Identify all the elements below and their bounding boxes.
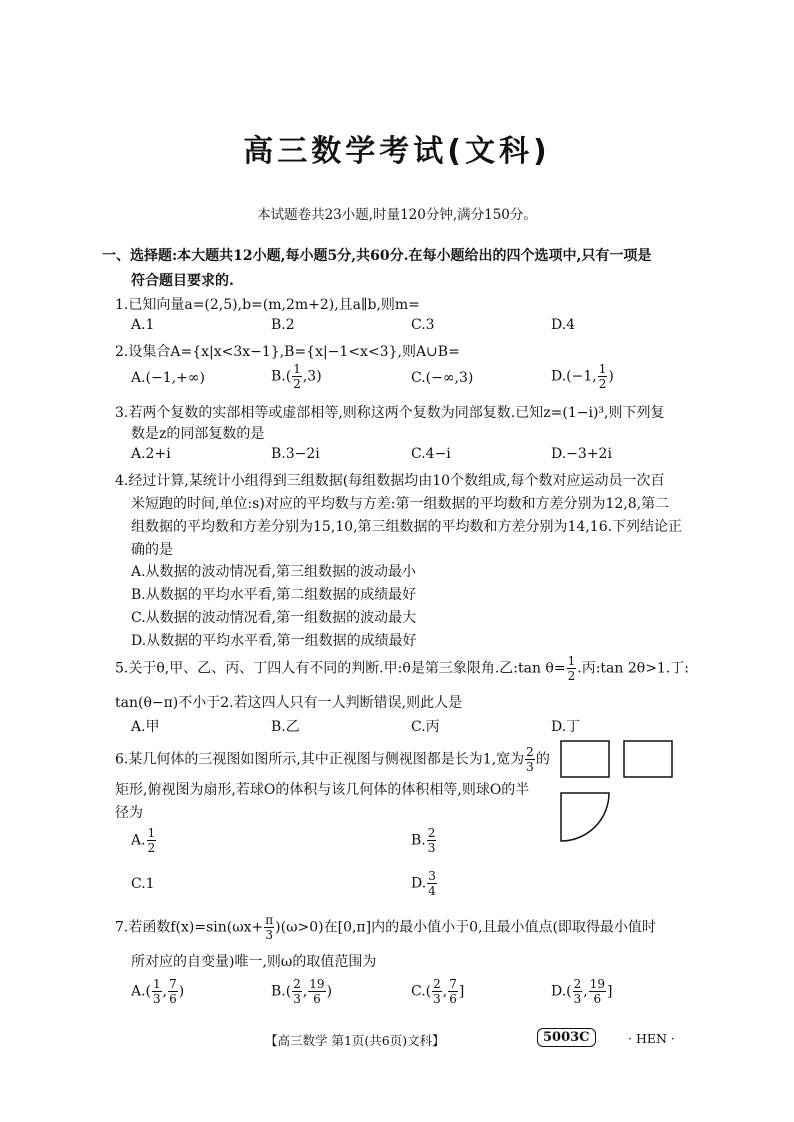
fraction: [292, 978, 302, 1005]
q3-stem-line1: 3.若两个复数的实部相等或虚部相等,则称这两个复数为同部复数.已知z=(1−i)³,则下列复: [115, 405, 665, 421]
q4-stem-line2: 米短跑的时间,单位:s)对应的平均数与方差:第一组数据的平均数和方差分别为12,8,第二: [131, 496, 670, 512]
q6-option-b: [411, 827, 437, 854]
numerator: 1: [598, 362, 607, 376]
numerator: 1: [293, 362, 301, 376]
q2-option-c: C.(−∞,3): [411, 370, 474, 386]
numerator: 19: [589, 977, 606, 991]
fraction: [152, 978, 162, 1005]
q7-c-pre: C.(: [411, 983, 432, 1000]
q4-stem-line4: 确的是: [131, 542, 173, 558]
denominator: 3: [427, 841, 436, 855]
q5-option-c: C.丙: [411, 719, 440, 735]
q3-option-a: A.2+i: [131, 446, 171, 462]
denominator: 6: [313, 992, 321, 1006]
fraction: [292, 363, 302, 390]
fraction: [598, 363, 608, 390]
q4-option-d: D.从数据的平均水平看,第一组数据的成绩最好: [131, 633, 417, 649]
q5-line1-post: .丙:tan 2θ>1.丁:: [577, 660, 689, 677]
q7-option-a: [131, 978, 184, 1005]
q6-stem-line2: 矩形,俯视图为扇形,若球O的体积与该几何体的体积相等,则球O的半: [115, 782, 530, 798]
fraction: [308, 978, 325, 1005]
denominator: 2: [147, 841, 156, 855]
numerator: 2: [433, 977, 441, 991]
denominator: 3: [526, 760, 534, 774]
q2-b-pre: B.(: [271, 368, 292, 385]
q6-line1-post: 的: [535, 751, 550, 768]
denominator: 6: [593, 992, 602, 1006]
q7-b-pre: B.(: [271, 983, 292, 1000]
numerator: 19: [309, 977, 325, 991]
q6-stem-line3: 径为: [115, 805, 143, 821]
q2-option-d: [551, 363, 614, 390]
comma: ,: [583, 983, 588, 1000]
front-view-rectangle: [561, 741, 609, 777]
q3-option-b: B.3−2i: [271, 446, 320, 462]
side-view-rectangle: [624, 741, 672, 777]
q7-option-c: [411, 978, 464, 1005]
numerator: 1: [567, 654, 576, 668]
q2-d-post: ): [608, 368, 614, 385]
q6-d-pre: D.: [411, 875, 427, 892]
denominator: 3: [153, 992, 161, 1006]
q5-option-d: D.丁: [551, 719, 581, 735]
fraction: [427, 870, 437, 897]
comma: ,: [442, 983, 448, 1000]
fraction: [168, 978, 178, 1005]
q3-option-d: D.−3+2i: [551, 446, 612, 462]
exam-code-badge: 5003C: [537, 1028, 596, 1047]
q1-option-a: A.1: [131, 317, 155, 333]
q7-stem-line2: 所对应的自变量)唯一,则ω的取值范围为: [131, 954, 377, 970]
q1-option-d: D.4: [551, 317, 576, 333]
q4-stem-line3: 组数据的平均数和方差分别为15,10,第三组数据的平均数和方差分别为14,16.下列结论正: [131, 519, 683, 535]
fraction: [573, 978, 583, 1005]
q2-stem: 2.设集合A={x|x<3x−1},B={x|−1<x<3},则A∪B=: [115, 344, 460, 360]
q7-option-b: [271, 978, 332, 1005]
section1-heading: 一、选择题:本大题共12小题,每小题5分,共60分.在每小题给出的四个选项中,只有一项是: [102, 248, 652, 264]
q7-line1-post: )(ω>0)在[0,π]内的最小值小于0,且最小值点(即取得最小值时: [275, 919, 656, 936]
exam-intro: 本试题卷共23小题,时量120分钟,满分150分。: [257, 207, 537, 223]
q5-line1-pre: 5.关于θ,甲、乙、丙、丁四人有不同的判断.甲:θ是第三象限角.乙:tan θ=: [115, 660, 566, 677]
q7-stem-line1: [115, 914, 656, 941]
page-footer: 【高三数学 第1页(共6页)文科】: [265, 1033, 445, 1048]
numerator: 7: [449, 977, 457, 991]
q7-a-post: ): [178, 983, 185, 1000]
q3-stem-line2: 数是z的同部复数的是: [131, 426, 265, 442]
fraction: [589, 978, 606, 1005]
page-title: 高三数学考试(文科): [243, 134, 551, 169]
denominator: 6: [169, 992, 177, 1006]
q1-option-c: C.3: [411, 317, 435, 333]
q1-stem: 1.已知向量a=(2,5),b=(m,2m+2),且a∥b,则m=: [115, 297, 420, 313]
q2-option-a: A.(−1,+∞): [131, 370, 205, 386]
denominator: 3: [573, 992, 582, 1006]
q1-option-b: B.2: [271, 317, 295, 333]
denominator: 4: [428, 884, 436, 898]
denominator: 3: [433, 992, 441, 1006]
numerator: π: [265, 913, 274, 927]
comma: ,: [162, 983, 168, 1000]
q5-option-a: A.甲: [131, 719, 160, 735]
numerator: 7: [169, 977, 177, 991]
comma: ,: [302, 983, 308, 1000]
q3-option-c: C.4−i: [411, 446, 451, 462]
denominator: 6: [449, 992, 457, 1006]
q2-b-post: ,3): [302, 368, 322, 385]
numerator: 1: [153, 977, 161, 991]
q7-line1-pre: 7.若函数f(x)=sin(ωx+: [115, 919, 264, 936]
q4-option-b: B.从数据的平均水平看,第二组数据的成绩最好: [131, 587, 417, 603]
q5-stem-line2: tan(θ−π)不小于2.若这四人只有一人判断错误,则此人是: [115, 695, 463, 711]
q4-stem-line1: 4.经过计算,某统计小组得到三组数据(每组数据均由10个数组成,每个数对应运动员一次百: [115, 473, 665, 489]
q7-d-pre: D.(: [551, 983, 572, 1000]
numerator: 3: [428, 869, 436, 883]
q4-option-c: C.从数据的波动情况看,第一组数据的波动最大: [131, 610, 417, 626]
denominator: 3: [265, 928, 274, 942]
denominator: 2: [598, 377, 607, 391]
q6-option-a: [131, 827, 157, 854]
denominator: 2: [567, 669, 576, 683]
top-view-sector: [561, 793, 609, 841]
fraction: [427, 827, 437, 854]
q7-option-d: [551, 978, 612, 1005]
q4-option-a: A.从数据的波动情况看,第三组数据的波动最小: [131, 564, 417, 580]
three-view-diagram: [556, 738, 706, 848]
q7-d-post: ]: [607, 983, 613, 1000]
numerator: 1: [147, 826, 156, 840]
q6-option-c: C.1: [131, 876, 155, 892]
publisher-tag: · HEN ·: [628, 1031, 675, 1046]
fraction: [147, 827, 157, 854]
numerator: 2: [526, 745, 534, 759]
q5-stem-line1: [115, 655, 689, 682]
numerator: 2: [573, 977, 582, 991]
numerator: 2: [427, 826, 436, 840]
section1-heading-cont: 符合题目要求的.: [131, 273, 234, 289]
q6-stem-line1: [115, 746, 550, 773]
q6-b-pre: B.: [411, 832, 426, 849]
q7-c-post: ]: [458, 983, 465, 1000]
fraction: [567, 655, 577, 682]
q2-option-b: [271, 363, 322, 390]
q6-line1-pre: 6.某几何体的三视图如图所示,其中正视图与侧视图都是长为1,宽为: [115, 751, 525, 768]
fraction: [264, 914, 274, 941]
fraction: [448, 978, 458, 1005]
q6-option-d: [411, 870, 438, 897]
denominator: 2: [293, 377, 301, 391]
q7-a-pre: A.(: [131, 983, 152, 1000]
fraction: [525, 746, 535, 773]
numerator: 2: [293, 977, 301, 991]
q7-b-post: ): [326, 983, 333, 1000]
q5-option-b: B.乙: [271, 719, 300, 735]
q6-a-pre: A.: [131, 832, 146, 849]
q2-d-pre: D.(−1,: [551, 368, 597, 385]
denominator: 3: [293, 992, 301, 1006]
fraction: [432, 978, 442, 1005]
